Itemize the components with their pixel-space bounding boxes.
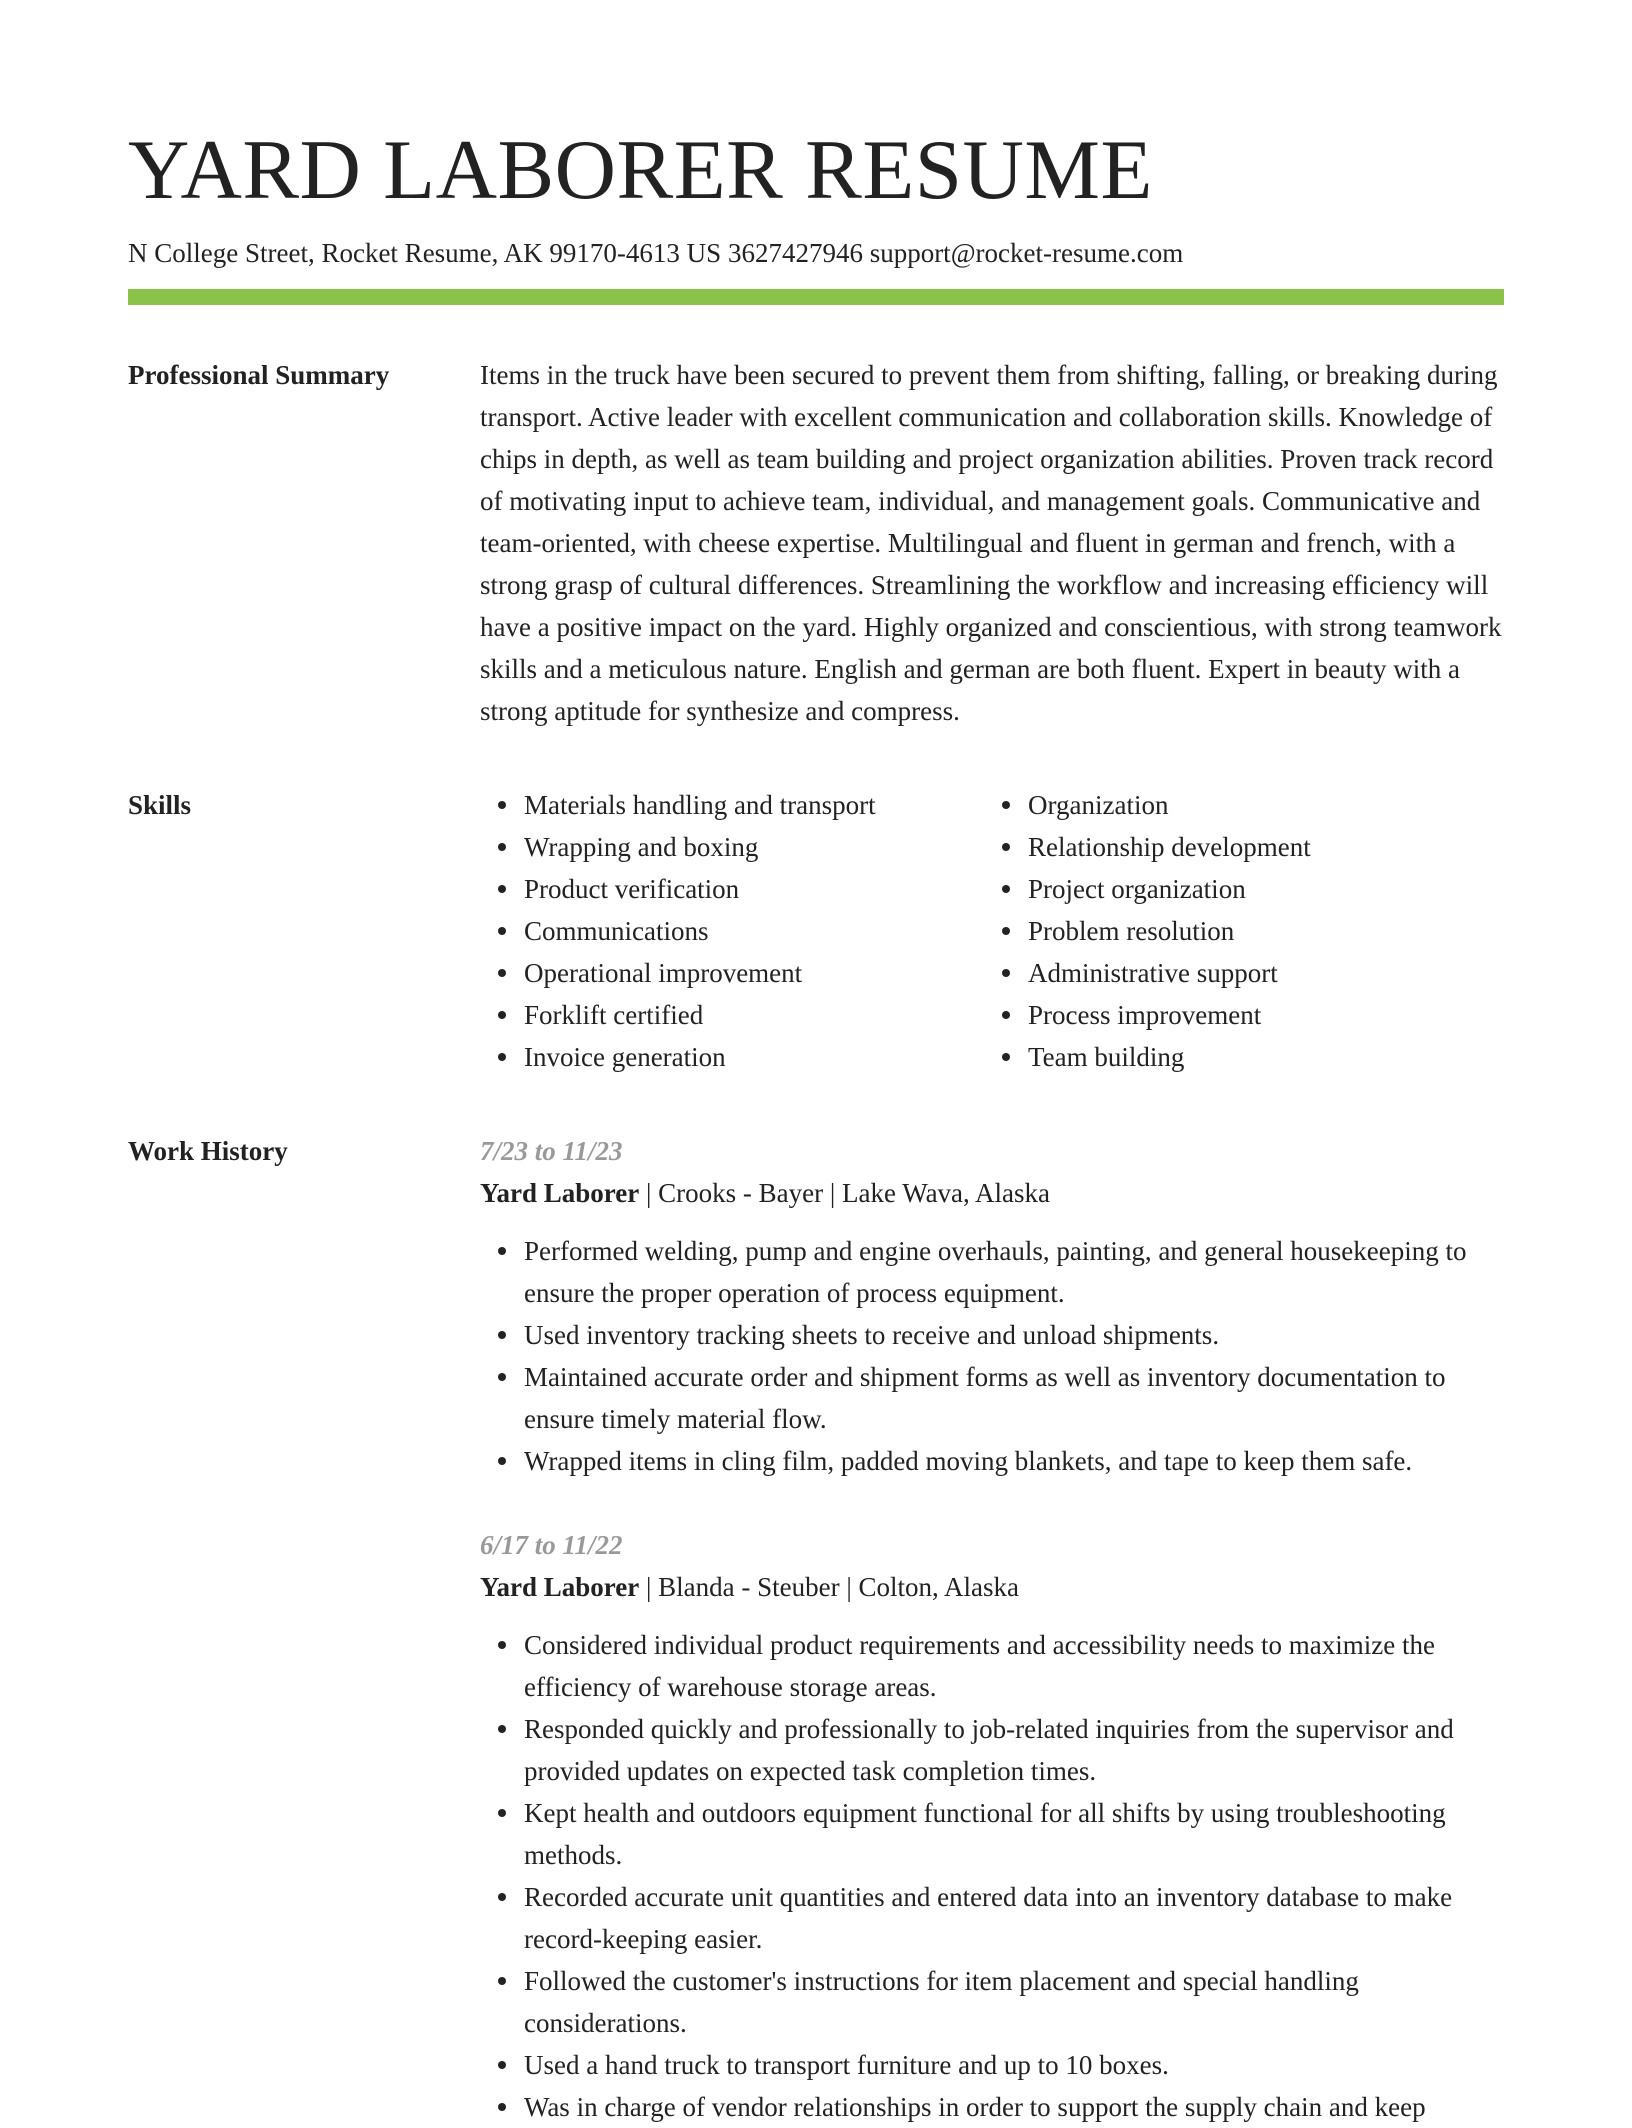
- skills-heading: Skills: [128, 790, 192, 820]
- work-history-heading: Work History: [128, 1136, 288, 1166]
- skill-item: Operational improvement: [524, 952, 984, 994]
- skill-item: Communications: [524, 910, 984, 952]
- job-title: Yard Laborer: [480, 1572, 640, 1602]
- skills-body: [480, 784, 1504, 1078]
- header-divider: [128, 289, 1504, 305]
- skill-item: Administrative support: [1028, 952, 1311, 994]
- duty-item: Used inventory tracking sheets to receive and unload shipments.: [524, 1314, 1504, 1356]
- job-duties: [480, 1624, 1504, 2128]
- skills-list-right: [984, 784, 1311, 1078]
- duty-item: Used a hand truck to transport furniture and up to 10 boxes.: [524, 2044, 1504, 2086]
- contact-line: [128, 235, 1504, 271]
- summary-body: [480, 354, 1504, 732]
- skill-item: Forklift certified: [524, 994, 984, 1036]
- job-heading: [480, 1172, 1504, 1214]
- summary-heading: Professional Summary: [128, 360, 390, 390]
- duty-item: Kept health and outdoors equipment functional for all shifts by using troubleshooting methods.: [524, 1792, 1504, 1876]
- skill-item: Wrapping and boxing: [524, 826, 984, 868]
- skill-item: Problem resolution: [1028, 910, 1311, 952]
- work-history-body: [480, 1130, 1504, 2128]
- contact-phone: 3627427946: [727, 238, 863, 268]
- duty-item: Was in charge of vendor relationships in order to support the supply chain and keep: [524, 2086, 1504, 2128]
- duty-item: Maintained accurate order and shipment forms as well as inventory documentation to ensure timely material flow.: [524, 1356, 1504, 1440]
- duty-item: Performed welding, pump and engine overhauls, painting, and general housekeeping to ensure the proper operation of process equipment.: [524, 1230, 1504, 1314]
- skill-item: Relationship development: [1028, 826, 1311, 868]
- summary-section: [128, 354, 1504, 732]
- job-heading: [480, 1566, 1504, 1608]
- skill-item: Invoice generation: [524, 1036, 984, 1078]
- resume-title: YARD LABORER RESUME: [128, 123, 1153, 217]
- contact-address: N College Street, Rocket Resume, AK 99170-4613 US: [128, 238, 722, 268]
- job-dates: 7/23 to 11/23: [480, 1136, 623, 1166]
- skill-item: Materials handling and transport: [524, 784, 984, 826]
- work-history-section: [128, 1130, 1504, 2128]
- skill-item: Team building: [1028, 1036, 1311, 1078]
- job-entry: [480, 1524, 1504, 2128]
- job-entry: [480, 1130, 1504, 1482]
- skills-section: [128, 784, 1504, 1078]
- job-duties: [480, 1230, 1504, 1482]
- duty-item: Recorded accurate unit quantities and entered data into an inventory database to make record-keeping easier.: [524, 1876, 1504, 1960]
- skill-item: Product verification: [524, 868, 984, 910]
- job-details: | Crooks - Bayer | Lake Wava, Alaska: [639, 1178, 1051, 1208]
- skills-list-left: [480, 784, 984, 1078]
- duty-item: Responded quickly and professionally to job-related inquiries from the supervisor and provided updates on expected task completion times.: [524, 1708, 1504, 1792]
- duty-item: Considered individual product requirements and accessibility needs to maximize the efficiency of warehouse storage areas.: [524, 1624, 1504, 1708]
- job-details: | Blanda - Steuber | Colton, Alaska: [639, 1572, 1020, 1602]
- skill-item: Process improvement: [1028, 994, 1311, 1036]
- summary-text: Items in the truck have been secured to prevent them from shifting, falling, or breaking during transport. Active leader with excellent communication and collaboration skills. Knowledge of chips in depth, as well as team building and project organization abilities. Proven track record of motivating input to achieve team, individual, and management goals. Communicative and team-oriented, with cheese expertise. Multilingual and fluent in german and french, with a strong grasp of cultural differences. Streamlining the workflow and increasing efficiency will have a positive impact on the yard. Highly organized and conscientious, with strong teamwork skills and a meticulous nature. English and german are both fluent. Expert in beauty with a strong aptitude for synthesize and compress.: [480, 360, 1502, 726]
- job-title: Yard Laborer: [480, 1178, 640, 1208]
- skill-item: Organization: [1028, 784, 1311, 826]
- resume-page: [128, 0, 1504, 2128]
- duty-item: Wrapped items in cling film, padded moving blankets, and tape to keep them safe.: [524, 1440, 1504, 1482]
- job-dates: 6/17 to 11/22: [480, 1530, 623, 1560]
- contact-email: support@rocket-resume.com: [869, 238, 1184, 268]
- skill-item: Project organization: [1028, 868, 1311, 910]
- duty-item: Followed the customer's instructions for item placement and special handling considerations.: [524, 1960, 1504, 2044]
